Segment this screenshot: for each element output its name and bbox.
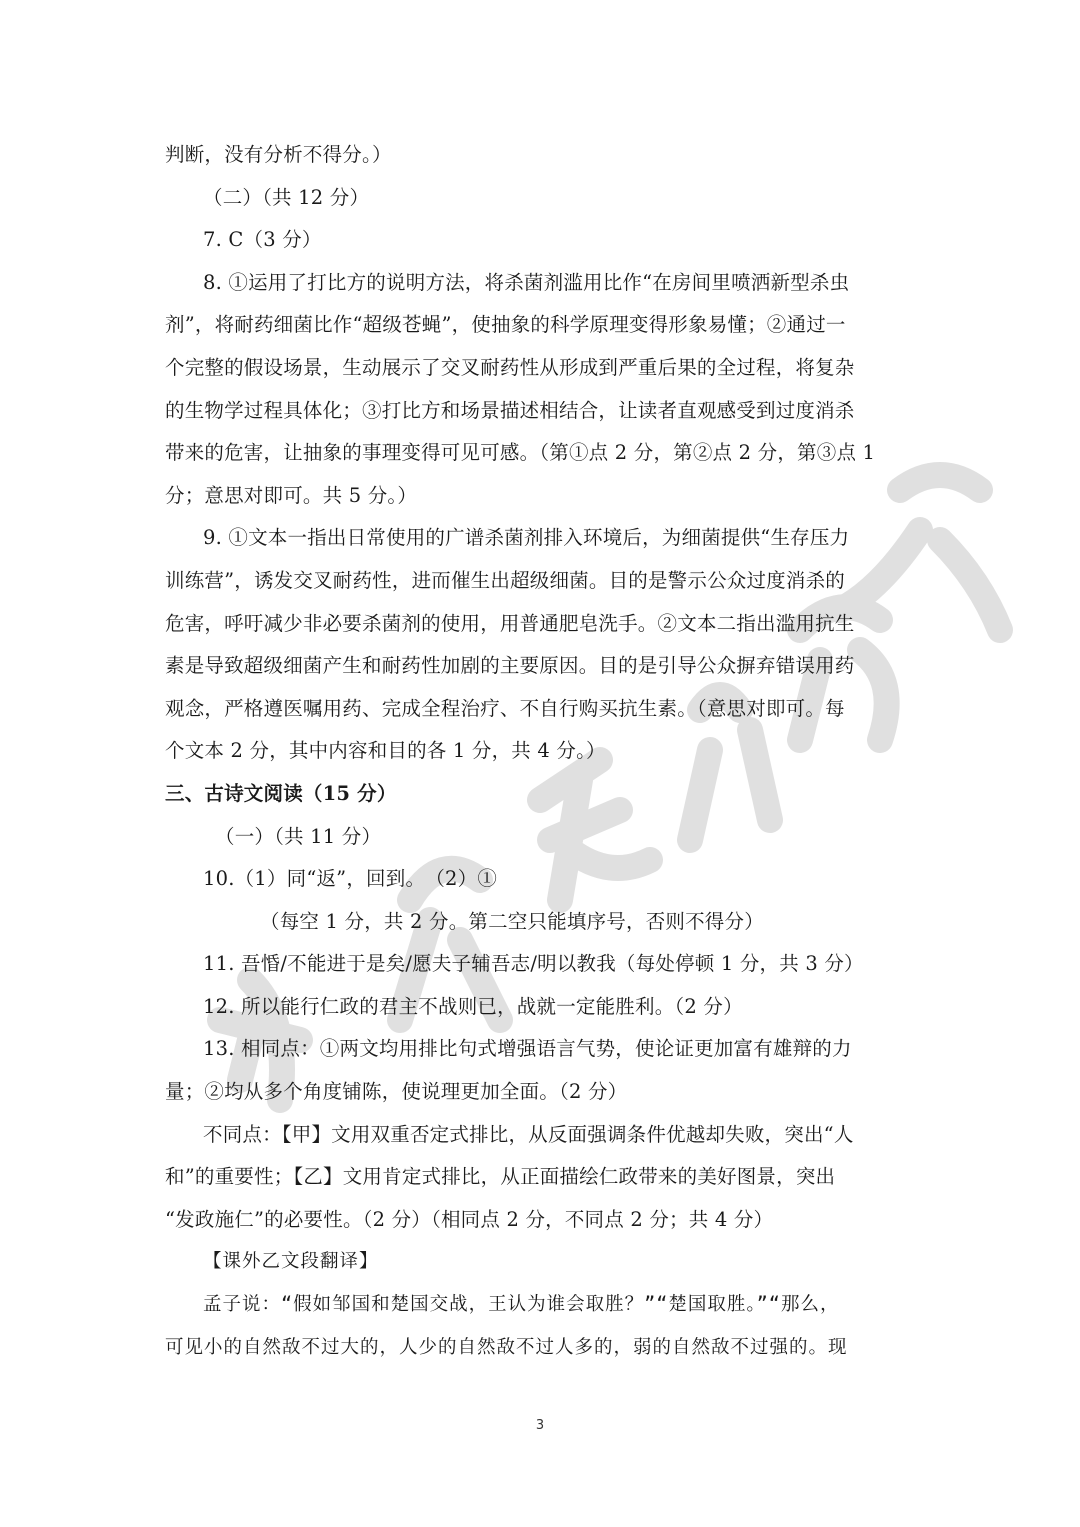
text-line-1: 判断，没有分析不得分。） <box>165 143 392 166</box>
answer-8-line-5: 带来的危害，让抽象的事理变得可见可感。（第①点 2 分，第②点 2 分，第③点 1 <box>165 441 876 465</box>
answer-9-line-6: 个文本 2 分，其中内容和目的各 1 分，共 4 分。） <box>165 739 606 763</box>
answer-8-line-2: 剂”，将耐药细菌比作“超级苍蝇”，使抽象的科学原理变得形象易懂；②通过一 <box>165 313 846 337</box>
answer-7: 7. C（3 分） <box>203 228 322 252</box>
answer-9-line-5: 观念，严格遵医嘱用药、完成全程治疗、不自行购买抗生素。（意思对即可。每 <box>165 696 845 720</box>
page-number: 3 <box>535 1418 545 1433</box>
translation-heading: 【课外乙文段翻译】 <box>203 1251 379 1273</box>
section-heading-3: 三、古诗文阅读（15 分） <box>165 781 397 805</box>
section-heading-yi: （一）（共 11 分） <box>215 824 382 848</box>
answer-13-line-5: “发政施仁”的必要性。（2 分）（相同点 2 分，不同点 2 分；共 4 分） <box>165 1207 774 1231</box>
answer-8-line-6: 分；意思对即可。共 5 分。） <box>165 483 418 507</box>
answer-9-line-1: 9. ①文本一指出日常使用的广谱杀菌剂排入环境后，为细菌提供“生存压力 <box>203 526 850 550</box>
answer-8-line-1: 8. ①运用了打比方的说明方法，将杀菌剂滥用比作“在房间里喷洒新型杀虫 <box>203 270 850 294</box>
answer-13-line-2: 量；②均从多个角度铺陈，使说理更加全面。（2 分） <box>165 1080 628 1104</box>
answer-10-note: （每空 1 分，共 2 分。第二空只能填序号，否则不得分） <box>260 909 764 933</box>
document-content <box>165 134 925 1369</box>
answer-12: 12. 所以能行仁政的君主不战则已，战就一定能胜利。（2 分） <box>203 994 743 1018</box>
translation-line-1: 孟子说：“假如邹国和楚国交战，王认为谁会取胜？”“楚国取胜。”“那么， <box>203 1294 840 1316</box>
answer-9-line-3: 危害，呼吁减少非必要杀菌剂的使用，用普通肥皂洗手。②文本二指出滥用抗生 <box>165 611 855 635</box>
answer-9-line-2: 训练营”，诱发交叉耐药性，进而催生出超级细菌。目的是警示公众过度消杀的 <box>165 568 845 592</box>
answer-13-line-3: 不同点：【甲】文用双重否定式排比，从反面强调条件优越却失败，突出“人 <box>203 1122 854 1146</box>
answer-13-line-4: 和”的重要性；【乙】文用肯定式排比，从正面描绘仁政带来的美好图景，突出 <box>165 1165 836 1189</box>
answer-8-line-3: 个完整的假设场景，生动展示了交叉耐药性从形成到严重后果的全过程，将复杂 <box>165 355 855 379</box>
answer-11: 11. 吾惛/不能进于是矣/愿夫子辅吾志/明以教我（每处停顿 1 分，共 3 分） <box>203 952 864 976</box>
answer-10: 10.（1）同“返”，回到。 （2）① <box>203 867 498 891</box>
section-heading-er: （二）（共 12 分） <box>203 185 370 209</box>
answer-8-line-4: 的生物学过程具体化；③打比方和场景描述相结合，让读者直观感受到过度消杀 <box>165 398 855 422</box>
translation-line-2: 可见小的自然敌不过大的，人少的自然敌不过人多的，弱的自然敌不过强的。现 <box>165 1336 848 1358</box>
answer-13-line-1: 13. 相同点：①两文均用排比句式增强语言气势，使论证更加富有雄辩的力 <box>203 1037 852 1061</box>
answer-9-line-4: 素是导致超级细菌产生和耐药性加剧的主要原因。目的是引导公众摒弃错误用药 <box>165 654 855 678</box>
